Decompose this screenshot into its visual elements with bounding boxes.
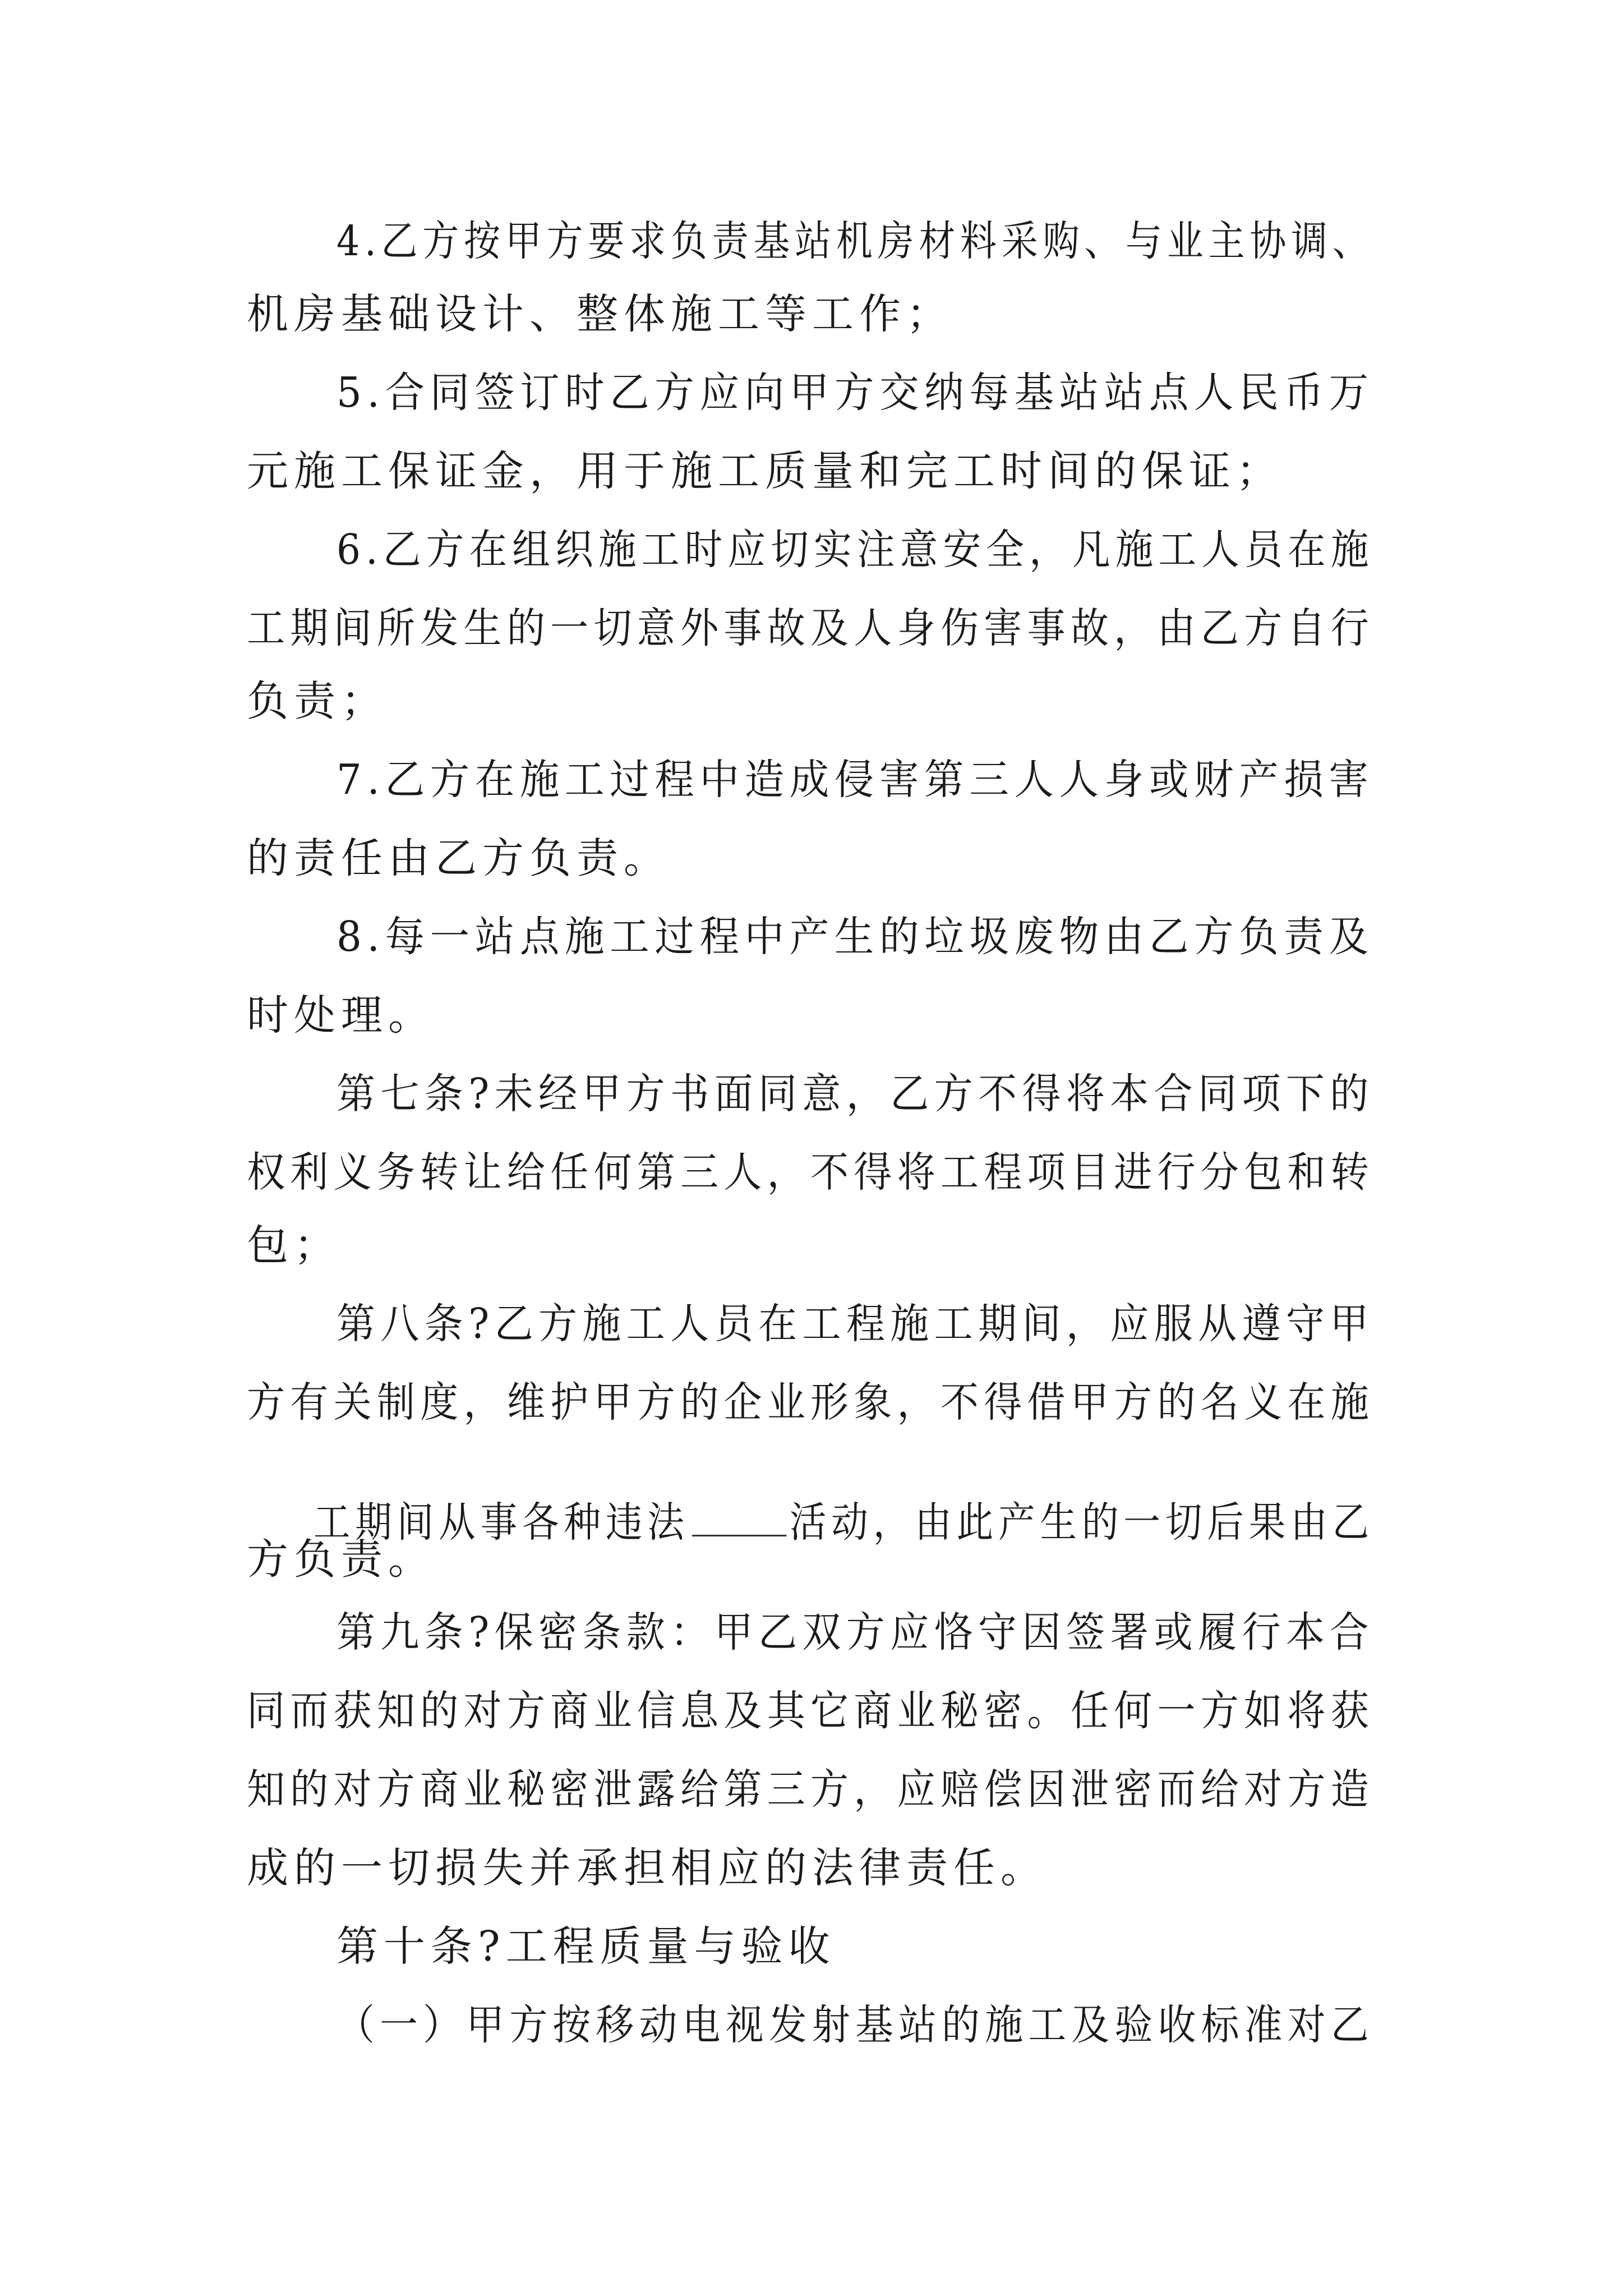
- text-line: 元施工保证金，用于施工质量和完工时间的保证；: [247, 447, 1283, 495]
- text-line: 4.乙方按甲方要求负责基站机房材料采购、与业主协调、: [336, 217, 1374, 265]
- text-line: （一）甲方按移动电视发射基站的施工及验收标准对乙: [336, 2001, 1374, 2049]
- text-line: 第八条?乙方施工人员在工程施工期间，应服从遵守甲: [336, 1300, 1374, 1348]
- text-line: 第七条?未经甲方书面同意，乙方不得将本合同项下的: [336, 1070, 1374, 1118]
- text-segment: 工期间从事各种违法: [313, 1498, 689, 1547]
- text-line: 5.合同签订时乙方应向甲方交纳每基站站点人民币万: [336, 369, 1374, 417]
- text-line: 的责任由乙方负责。: [247, 834, 671, 882]
- text-segment: 活动，由此产生的一切后果由乙: [789, 1498, 1375, 1547]
- text-line: 包；: [247, 1221, 341, 1269]
- text-line: 时处理。: [247, 991, 435, 1039]
- text-line: 6.乙方在组织施工时应切实注意安全，凡施工人员在施: [336, 526, 1374, 574]
- text-line: 第九条?保密条款：甲乙双方应恪守因签署或履行本合: [336, 1608, 1374, 1657]
- text-line: 7.乙方在施工过程中造成侵害第三人人身或财产损害: [336, 756, 1374, 804]
- fill-in-blank: [692, 1533, 786, 1536]
- text-line: 机房基础设计、整体施工等工作；: [247, 290, 953, 338]
- text-line: 成的一切损失并承担相应的法律责任。: [247, 1844, 1048, 1892]
- text-line: 知的对方商业秘密泄露给第三方，应赔偿因泄密而给对方造: [247, 1765, 1374, 1814]
- text-line: 负责；: [247, 677, 388, 725]
- text-line: 方有关制度，维护甲方的企业形象，不得借甲方的名义在施: [247, 1378, 1374, 1427]
- text-line: 工期间所发生的一切意外事故及人身伤害事故，由乙方自行: [247, 604, 1374, 652]
- text-line: 第十条?工程质量与验收: [336, 1922, 836, 1971]
- text-line: 权利义务转让给任何第三人，不得将工程项目进行分包和转: [247, 1148, 1374, 1197]
- text-line: 方负责。: [247, 1535, 435, 1584]
- text-line: 8.每一站点施工过程中产生的垃圾废物由乙方负责及: [336, 913, 1374, 961]
- text-line: 同而获知的对方商业信息及其它商业秘密。任何一方如将获: [247, 1687, 1374, 1735]
